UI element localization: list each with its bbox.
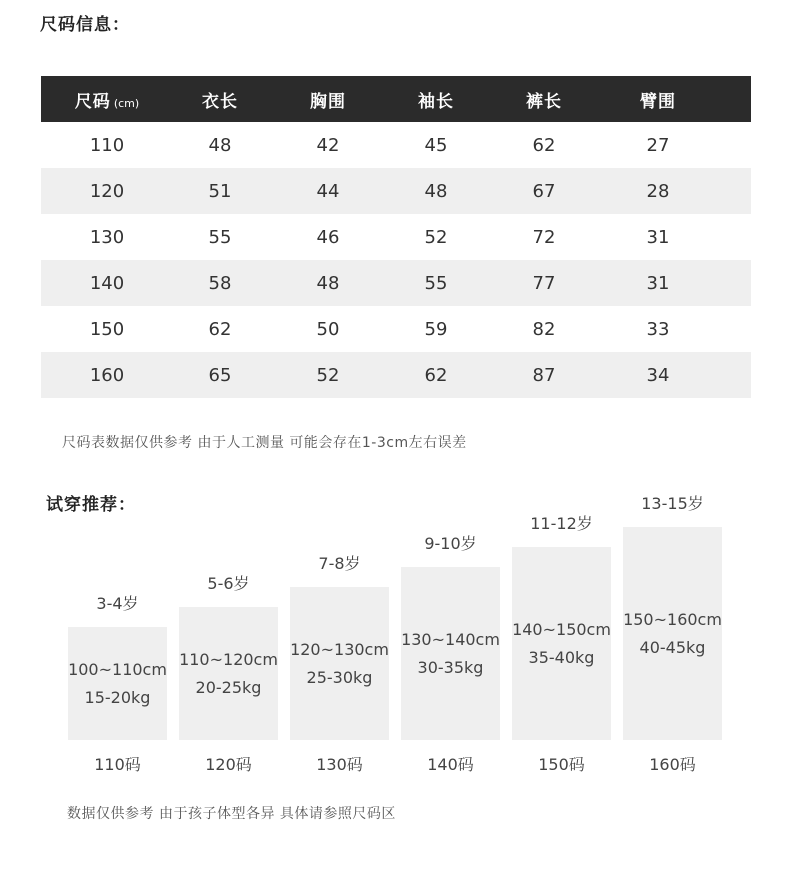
table-cell: 52: [424, 226, 448, 248]
table-row: [41, 352, 751, 398]
table-cell: 62: [532, 134, 556, 156]
table-cell: 82: [532, 318, 556, 340]
table-cell: 45: [424, 134, 448, 156]
table-cell: 62: [424, 364, 448, 386]
size-info-title: 尺码信息：: [40, 15, 130, 35]
weight-range: 40-45kg: [639, 637, 706, 657]
tryon-item: [623, 491, 722, 740]
size-label: 130码: [316, 755, 363, 774]
height-range: 150~160cm: [623, 609, 722, 629]
table-row: [41, 168, 751, 214]
table-cell: 51: [208, 180, 232, 202]
table-cell: 48: [208, 134, 232, 156]
header-size: 尺码 (cm): [74, 91, 140, 112]
table-note: 尺码表数据仅供参考 由于人工测量 可能会存在1-3cm左右误差: [62, 435, 467, 451]
height-range: 110~120cm: [179, 649, 278, 669]
tryon-item: [179, 571, 278, 740]
table-cell: 46: [316, 226, 340, 248]
table-body: [41, 122, 751, 398]
table-cell: 28: [646, 180, 670, 202]
age-label: 7-8岁: [318, 554, 361, 573]
table-cell: 52: [316, 364, 340, 386]
table-cell: 77: [532, 272, 556, 294]
weight-range: 30-35kg: [417, 657, 484, 677]
table-cell: 31: [646, 226, 670, 248]
table-cell: 33: [646, 318, 670, 340]
table-cell: 42: [316, 134, 340, 156]
table-cell: 120: [89, 180, 125, 202]
tryon-title: 试穿推荐：: [46, 495, 136, 515]
age-label: 9-10岁: [424, 534, 477, 553]
age-label: 3-4岁: [96, 594, 139, 613]
size-label: 140码: [427, 755, 474, 774]
weight-range: 20-25kg: [195, 677, 262, 697]
tryon-bar: [68, 627, 167, 740]
header-pants: 裤长: [526, 91, 562, 112]
size-label: 150码: [538, 755, 585, 774]
tryon-note: 数据仅供参考 由于孩子体型各异 具体请参照尺码区: [67, 806, 396, 822]
table-cell: 34: [646, 364, 670, 386]
table-cell: 67: [532, 180, 556, 202]
table-row: [41, 306, 751, 352]
size-label: 160码: [649, 755, 696, 774]
age-label: 5-6岁: [207, 574, 250, 593]
header-arm: 臂围: [640, 91, 676, 112]
table-cell: 55: [208, 226, 232, 248]
table-cell: 59: [424, 318, 448, 340]
table-cell: 50: [316, 318, 340, 340]
table-cell: 65: [208, 364, 232, 386]
table-cell: 110: [89, 134, 125, 156]
tryon-item: [68, 591, 167, 740]
header-unit: (cm): [113, 96, 140, 110]
weight-range: 15-20kg: [84, 687, 151, 707]
table-header: [41, 76, 751, 122]
table-cell: 48: [316, 272, 340, 294]
height-range: 130~140cm: [401, 629, 500, 649]
tryon-bar: [512, 547, 611, 740]
age-label: 11-12岁: [530, 514, 593, 533]
table-cell: 87: [532, 364, 556, 386]
tryon-bar: [401, 567, 500, 740]
height-range: 120~130cm: [290, 639, 389, 659]
tryon-chart: [68, 494, 728, 790]
table-cell: 58: [208, 272, 232, 294]
table-cell: 72: [532, 226, 556, 248]
table-cell: 48: [424, 180, 448, 202]
table-cell: 44: [316, 180, 340, 202]
table-row: [41, 260, 751, 306]
header-length: 衣长: [202, 91, 238, 112]
tryon-item: [512, 511, 611, 740]
weight-range: 25-30kg: [306, 667, 373, 687]
table-row: [41, 214, 751, 260]
height-range: 140~150cm: [512, 619, 611, 639]
tryon-item: [401, 531, 500, 740]
header-sleeve: 袖长: [418, 91, 454, 112]
table-cell: 31: [646, 272, 670, 294]
tryon-bar: [623, 527, 722, 740]
table-cell: 160: [89, 364, 125, 386]
header-chest: 胸围: [310, 91, 346, 112]
tryon-bar: [179, 607, 278, 740]
height-range: 100~110cm: [68, 659, 167, 679]
table-cell: 130: [89, 226, 125, 248]
table-cell: 62: [208, 318, 232, 340]
table-cell: 55: [424, 272, 448, 294]
table-cell: 140: [89, 272, 125, 294]
age-label: 13-15岁: [641, 494, 704, 513]
weight-range: 35-40kg: [528, 647, 595, 667]
table-row: [41, 122, 751, 168]
size-label: 110码: [94, 755, 141, 774]
table-cell: 150: [89, 318, 125, 340]
table-cell: 27: [646, 134, 670, 156]
tryon-bar: [290, 587, 389, 740]
size-table: [41, 76, 751, 398]
tryon-item: [290, 551, 389, 740]
size-label: 120码: [205, 755, 252, 774]
